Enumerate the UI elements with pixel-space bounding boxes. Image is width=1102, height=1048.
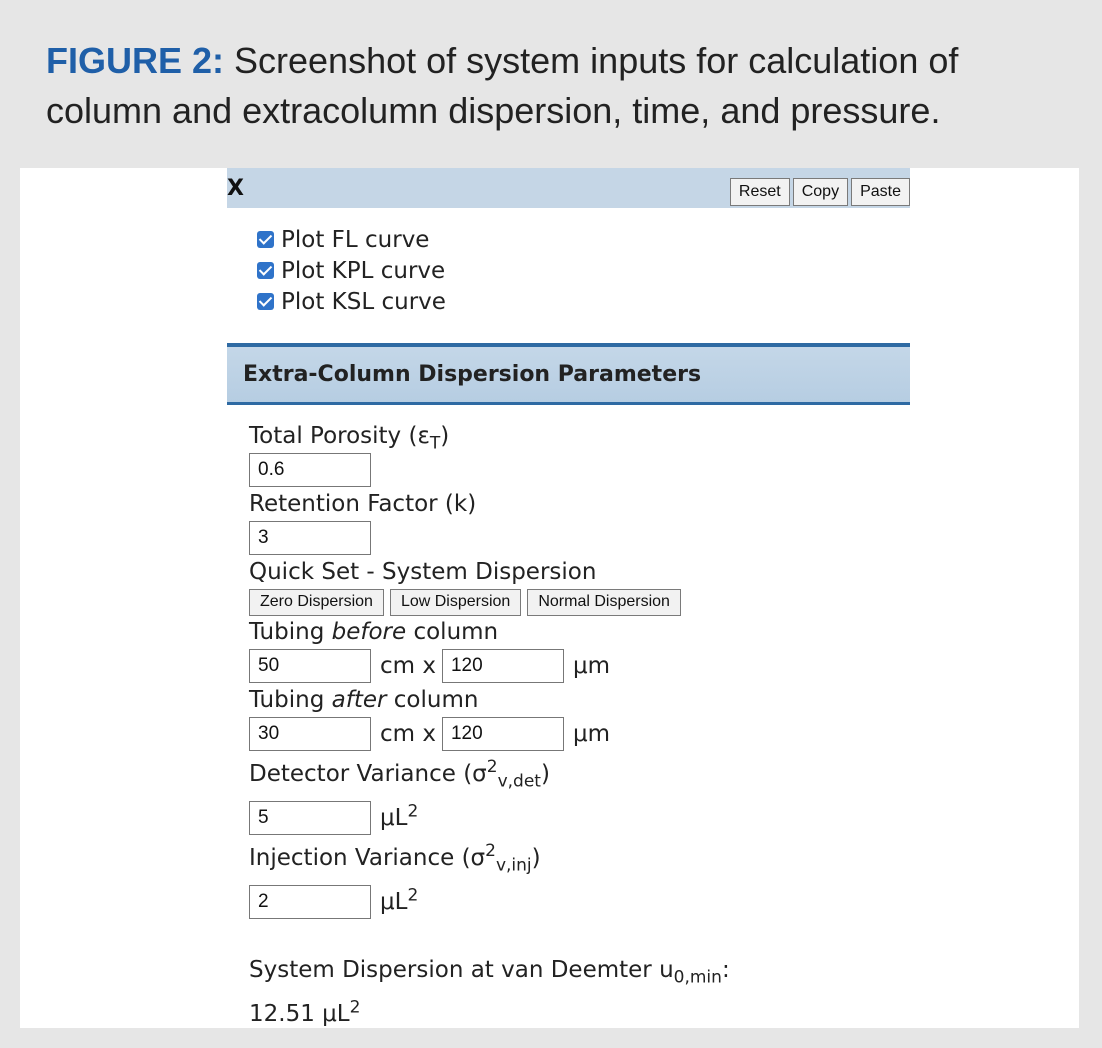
result-label-end: : (721, 957, 730, 983)
result-label (249, 955, 910, 988)
injection-label-sup: 2 (485, 841, 496, 862)
detector-variance-input[interactable]: 5 (249, 801, 371, 835)
injection-label-sub: v,inj (495, 855, 532, 876)
figure-caption (46, 36, 1066, 136)
tubing-before-label-em: before (331, 619, 407, 645)
low-dispersion-button[interactable]: Low Dispersion (390, 589, 521, 616)
injection-variance-input[interactable]: 2 (249, 885, 371, 919)
injection-label (249, 841, 910, 876)
porosity-label (249, 421, 910, 454)
tubing-after-label-em: after (331, 687, 387, 713)
retention-row (249, 519, 910, 557)
reset-button[interactable]: Reset (730, 178, 790, 206)
plot-fl-checkbox[interactable] (257, 231, 274, 248)
detector-unit-text: μL (380, 805, 408, 831)
plot-options (257, 224, 910, 317)
retention-input[interactable]: 3 (249, 521, 371, 555)
injection-unit-sup: 2 (407, 885, 419, 906)
injection-label-end: ) (531, 845, 541, 871)
porosity-label-end: ) (440, 423, 450, 449)
calculator-form (227, 168, 910, 1029)
plot-ksl-label: Plot KSL curve (281, 288, 446, 315)
tubing-before-diameter-input[interactable]: 120 (442, 649, 564, 683)
tubing-after-length-unit: cm x (380, 721, 436, 747)
tubing-after-label (249, 685, 910, 715)
quickset-label: Quick Set - System Dispersion (249, 559, 597, 585)
plot-kpl-label: Plot KPL curve (281, 257, 446, 284)
copy-button[interactable]: Copy (793, 178, 848, 206)
plot-ksl-option[interactable] (257, 286, 910, 317)
detector-label (249, 757, 910, 792)
toolbar (227, 168, 910, 208)
detector-unit-sup: 2 (407, 801, 419, 822)
porosity-input[interactable]: 0.6 (249, 453, 371, 487)
tubing-before-label (249, 617, 910, 647)
normal-dispersion-button[interactable]: Normal Dispersion (527, 589, 681, 616)
toolbar-buttons (727, 178, 910, 206)
dispersion-form (227, 421, 910, 1029)
tubing-before-diameter-unit: μm (572, 653, 611, 679)
close-icon[interactable]: X (227, 176, 244, 201)
injection-row (249, 883, 910, 921)
tubing-after-length-input[interactable]: 30 (249, 717, 371, 751)
injection-unit-text: μL (380, 889, 408, 915)
detector-row (249, 799, 910, 837)
detector-label-sub: v,det (497, 771, 541, 792)
figure-caption-text: Screenshot of system inputs for calculation of column and extracolumn dispersion, time, and pressure. (46, 40, 959, 131)
injection-label-script (485, 841, 532, 876)
detector-label-text: Detector Variance (σ (249, 761, 487, 787)
result-label-text: System Dispersion at van Deemter u (249, 957, 674, 983)
figure-label: FIGURE 2: (46, 40, 225, 81)
screenshot-panel (20, 168, 1079, 1028)
result-label-sub: 0,min (673, 967, 722, 988)
injection-unit (380, 885, 419, 915)
plot-kpl-checkbox[interactable] (257, 262, 274, 279)
plot-kpl-option[interactable] (257, 255, 910, 286)
paste-button[interactable]: Paste (851, 178, 910, 206)
result-value (249, 999, 910, 1029)
porosity-row (249, 451, 910, 489)
tubing-after-label-a: Tubing (249, 687, 332, 713)
detector-label-sup: 2 (486, 757, 498, 778)
tubing-before-length-unit: cm x (380, 653, 436, 679)
detector-label-end: ) (540, 761, 550, 787)
plot-fl-option[interactable] (257, 224, 910, 255)
detector-unit (380, 801, 419, 831)
result-value-sup: 2 (349, 997, 361, 1018)
tubing-before-length-input[interactable]: 50 (249, 649, 371, 683)
result-value-text: 12.51 μL (249, 1001, 350, 1027)
tubing-after-diameter-input[interactable]: 120 (442, 717, 564, 751)
tubing-before-label-b: column (406, 619, 499, 645)
zero-dispersion-button[interactable]: Zero Dispersion (249, 589, 384, 616)
tubing-before-row (249, 647, 910, 685)
tubing-after-diameter-unit: μm (572, 721, 611, 747)
injection-label-text: Injection Variance (σ (249, 845, 486, 871)
porosity-label-text: Total Porosity (ε (249, 423, 430, 449)
retention-label: Retention Factor (k) (249, 491, 477, 517)
tubing-after-row (249, 715, 910, 753)
porosity-label-sub: T (429, 433, 441, 454)
plot-fl-label: Plot FL curve (281, 226, 430, 253)
section-header: Extra-Column Dispersion Parameters (227, 343, 910, 405)
tubing-before-label-a: Tubing (249, 619, 332, 645)
tubing-after-label-b: column (386, 687, 479, 713)
quickset-row (249, 587, 910, 617)
plot-ksl-checkbox[interactable] (257, 293, 274, 310)
detector-label-script (486, 757, 541, 792)
